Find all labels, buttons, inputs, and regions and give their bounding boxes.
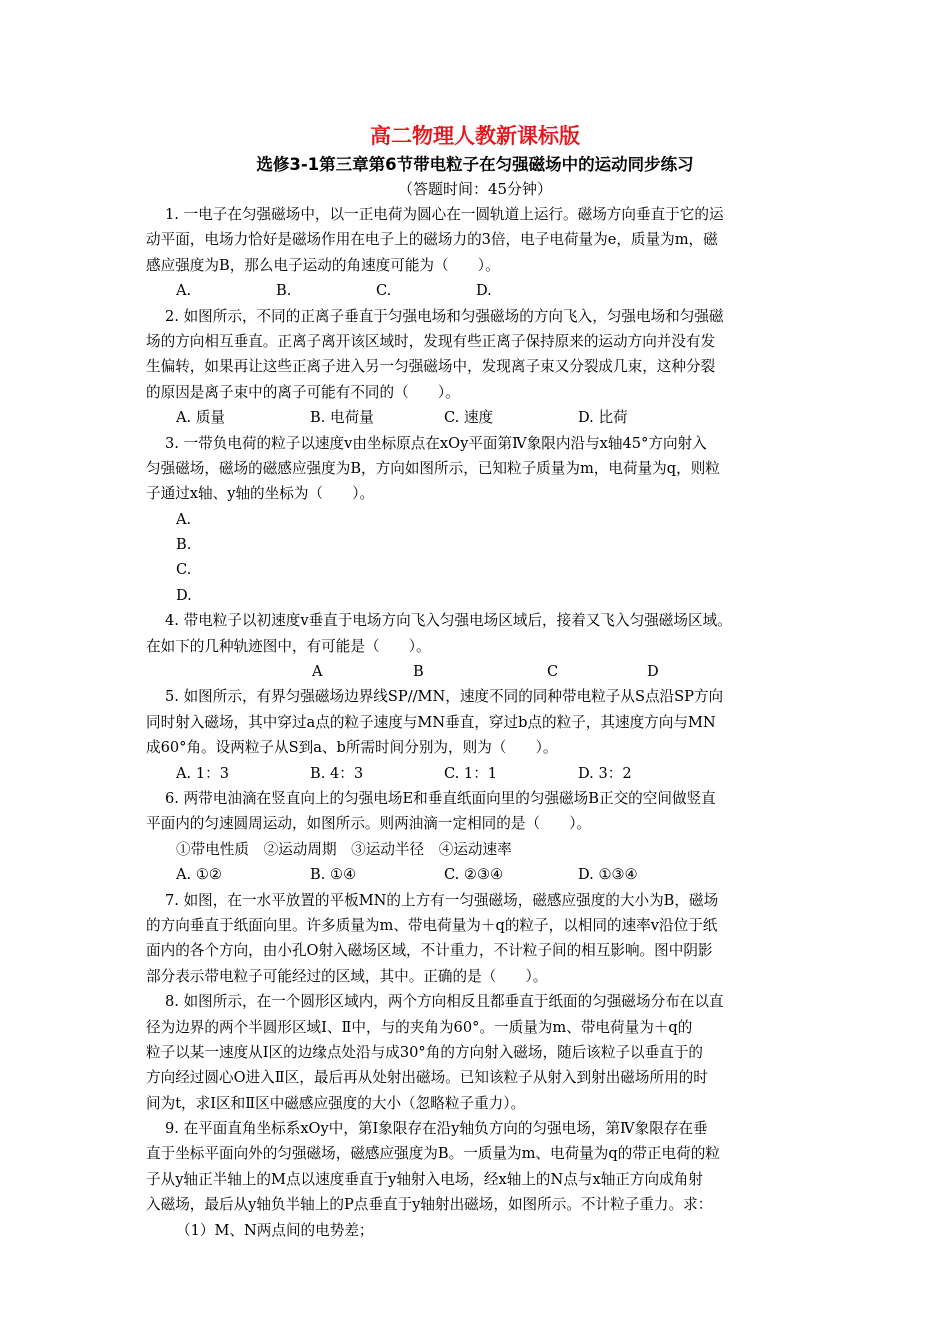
option-a: A. ①②: [176, 866, 222, 884]
question-8-line: 径为边界的两个半圆形区域Ⅰ、Ⅱ中，与的夹角为60°。一质量为m、带电荷量为＋q的: [146, 1018, 693, 1036]
answer-time: （答题时间：45分钟）: [397, 180, 553, 198]
option-d: D. 比荷: [578, 409, 628, 427]
question-7-line: 面内的各个方向，由小孔O射入磁场区域，不计重力，不计粒子间的相互影响。图中阴影: [146, 942, 713, 960]
question-7-line: 的方向垂直于纸面向里。许多质量为m、带电荷量为＋q的粒子，以相同的速率v沿位于纸: [146, 916, 718, 934]
question-8-line: 间为t，求Ⅰ区和Ⅱ区中磁感应强度的大小（忽略粒子重力）。: [146, 1094, 526, 1112]
question-2-options: [146, 405, 806, 430]
question-5-line: 同时射入磁场，其中穿过a点的粒子速度与MN垂直，穿过b点的粒子，其速度方向与MN: [146, 713, 716, 731]
question-9-line: 入磁场，最后从y轴负半轴上的P点垂直于y轴射出磁场，如图所示。不计粒子重力。求：: [146, 1196, 713, 1214]
question-5-line: 5. 如图所示，有界匀强磁场边界线SP//MN，速度不同的同种带电粒子从S点沿SP方向: [165, 688, 724, 706]
question-1-line: 1. 一电子在匀强磁场中，以一正电荷为圆心在一圆轨道上运行。磁场方向垂直于它的运: [165, 206, 724, 223]
option-c: C.: [376, 282, 392, 300]
question-8-line: 8. 如图所示，在一个圆形区域内，两个方向相反且都垂直于纸面的匀强磁场分布在以直: [165, 993, 724, 1011]
option-b: B. 4：3: [310, 764, 364, 782]
option-d: D.: [476, 282, 492, 300]
option-a: A.: [176, 510, 192, 528]
question-6-options: [146, 862, 806, 887]
question-9-subquestion-1: （1）M、N两点间的电势差；: [176, 1221, 374, 1239]
option-b: B.: [276, 282, 292, 300]
question-5-line: 成60°角。设两粒子从S到a、b所需时间分别为，则为（ ）。: [146, 739, 558, 757]
option-b: B. 电荷量: [310, 409, 374, 427]
question-7-line: 部分表示带电粒子可能经过的区域，其中。正确的是（ ）。: [146, 967, 548, 985]
option-d: D. ①③④: [578, 866, 638, 884]
option-c: C. 速度: [444, 409, 494, 427]
question-4-figure-labels: [146, 659, 806, 684]
figure-label-d: D: [647, 663, 659, 681]
question-1-line: 感应强度为B，那么电子运动的角速度可能为（ ）。: [146, 256, 500, 274]
option-b: B.: [176, 536, 192, 554]
question-list: [146, 202, 806, 1243]
question-3-line: 子通过x轴、y轴的坐标为（ ）。: [146, 485, 375, 503]
option-a: A. 质量: [176, 409, 226, 427]
question-1-line: 动平面，电场力恰好是磁场作用在电子上的磁场力的3倍，电子电荷量为e，质量为m，磁: [146, 231, 718, 249]
figure-label-b: B: [413, 663, 424, 681]
option-d: D. 3：2: [578, 764, 632, 782]
question-5-options: [146, 761, 806, 786]
question-4-line: 4. 带电粒子以初速度v垂直于电场方向飞入匀强电场区域后，接着又飞入匀强磁场区域。: [165, 612, 732, 630]
option-c: C. ②③④: [444, 866, 504, 884]
question-8-line: 方向经过圆心O进入Ⅱ区，最后再从处射出磁场。已知该粒子从射入到射出磁场所用的时: [146, 1069, 708, 1087]
option-d: D.: [176, 586, 192, 604]
figure-label-a: A: [312, 663, 323, 681]
option-a: A.: [176, 282, 192, 300]
question-6-items: ①带电性质 ②运动周期 ③运动半径 ④运动速率: [176, 840, 512, 858]
question-9-line: 直于坐标平面向外的匀强磁场，磁感应强度为B。一质量为m、电荷量为q的带正电荷的粒: [146, 1145, 720, 1163]
figure-label-c: C: [547, 663, 559, 681]
option-c: C. 1：1: [444, 764, 498, 782]
question-1-options: [146, 278, 806, 303]
question-9-line: 子从y轴正半轴上的M点以速度垂直于y轴射入电场，经x轴上的N点与x轴正方向成角射: [146, 1170, 703, 1188]
question-9-line: 9. 在平面直角坐标系xOy中，第Ⅰ象限存在沿y轴负方向的匀强电场，第Ⅳ象限存在垂: [165, 1120, 708, 1138]
page-title: 高二物理人教新课标版: [370, 124, 580, 148]
question-2-line: 生偏转，如果再让这些正离子进入另一匀强磁场中，发现离子束又分裂成几束，这种分裂: [146, 358, 716, 376]
question-4-line: 在如下的几种轨迹图中，有可能是（ ）。: [146, 637, 431, 655]
question-3-line: 3. 一带负电荷的粒子以速度v由坐标原点在xOy平面第Ⅳ象限内沿与x轴45°方向射入: [165, 434, 707, 452]
question-2-line: 场的方向相互垂直。正离子离开该区域时，发现有些正离子保持原来的运动方向并没有发: [146, 332, 716, 350]
question-3-line: 匀强磁场，磁场的磁感应强度为B，方向如图所示，已知粒子质量为m，电荷量为q，则粒: [146, 459, 720, 477]
question-2-line: 2. 如图所示，不同的正离子垂直于匀强电场和匀强磁场的方向飞入，匀强电场和匀强磁: [165, 307, 724, 325]
question-2-line: 的原因是离子束中的离子可能有不同的（ ）。: [146, 383, 460, 401]
question-8-line: 粒子以某一速度从Ⅰ区的边缘点处沿与成30°角的方向射入磁场，随后该粒子以垂直于的: [146, 1043, 704, 1061]
question-7-line: 7. 如图，在一水平放置的平板MN的上方有一匀强磁场，磁感应强度的大小为B，磁场: [165, 891, 719, 909]
page-subtitle: 选修3-1第三章第6节带电粒子在匀强磁场中的运动同步练习: [256, 155, 694, 174]
option-c: C.: [176, 561, 192, 579]
option-b: B. ①④: [310, 866, 357, 884]
option-a: A. 1：3: [176, 764, 229, 782]
question-6-line: 平面内的匀速圆周运动，如图所示。则两油滴一定相同的是（ ）。: [146, 815, 592, 833]
question-6-line: 6. 两带电油滴在竖直向上的匀强电场E和垂直纸面向里的匀强磁场B正交的空间做竖直: [165, 789, 716, 807]
